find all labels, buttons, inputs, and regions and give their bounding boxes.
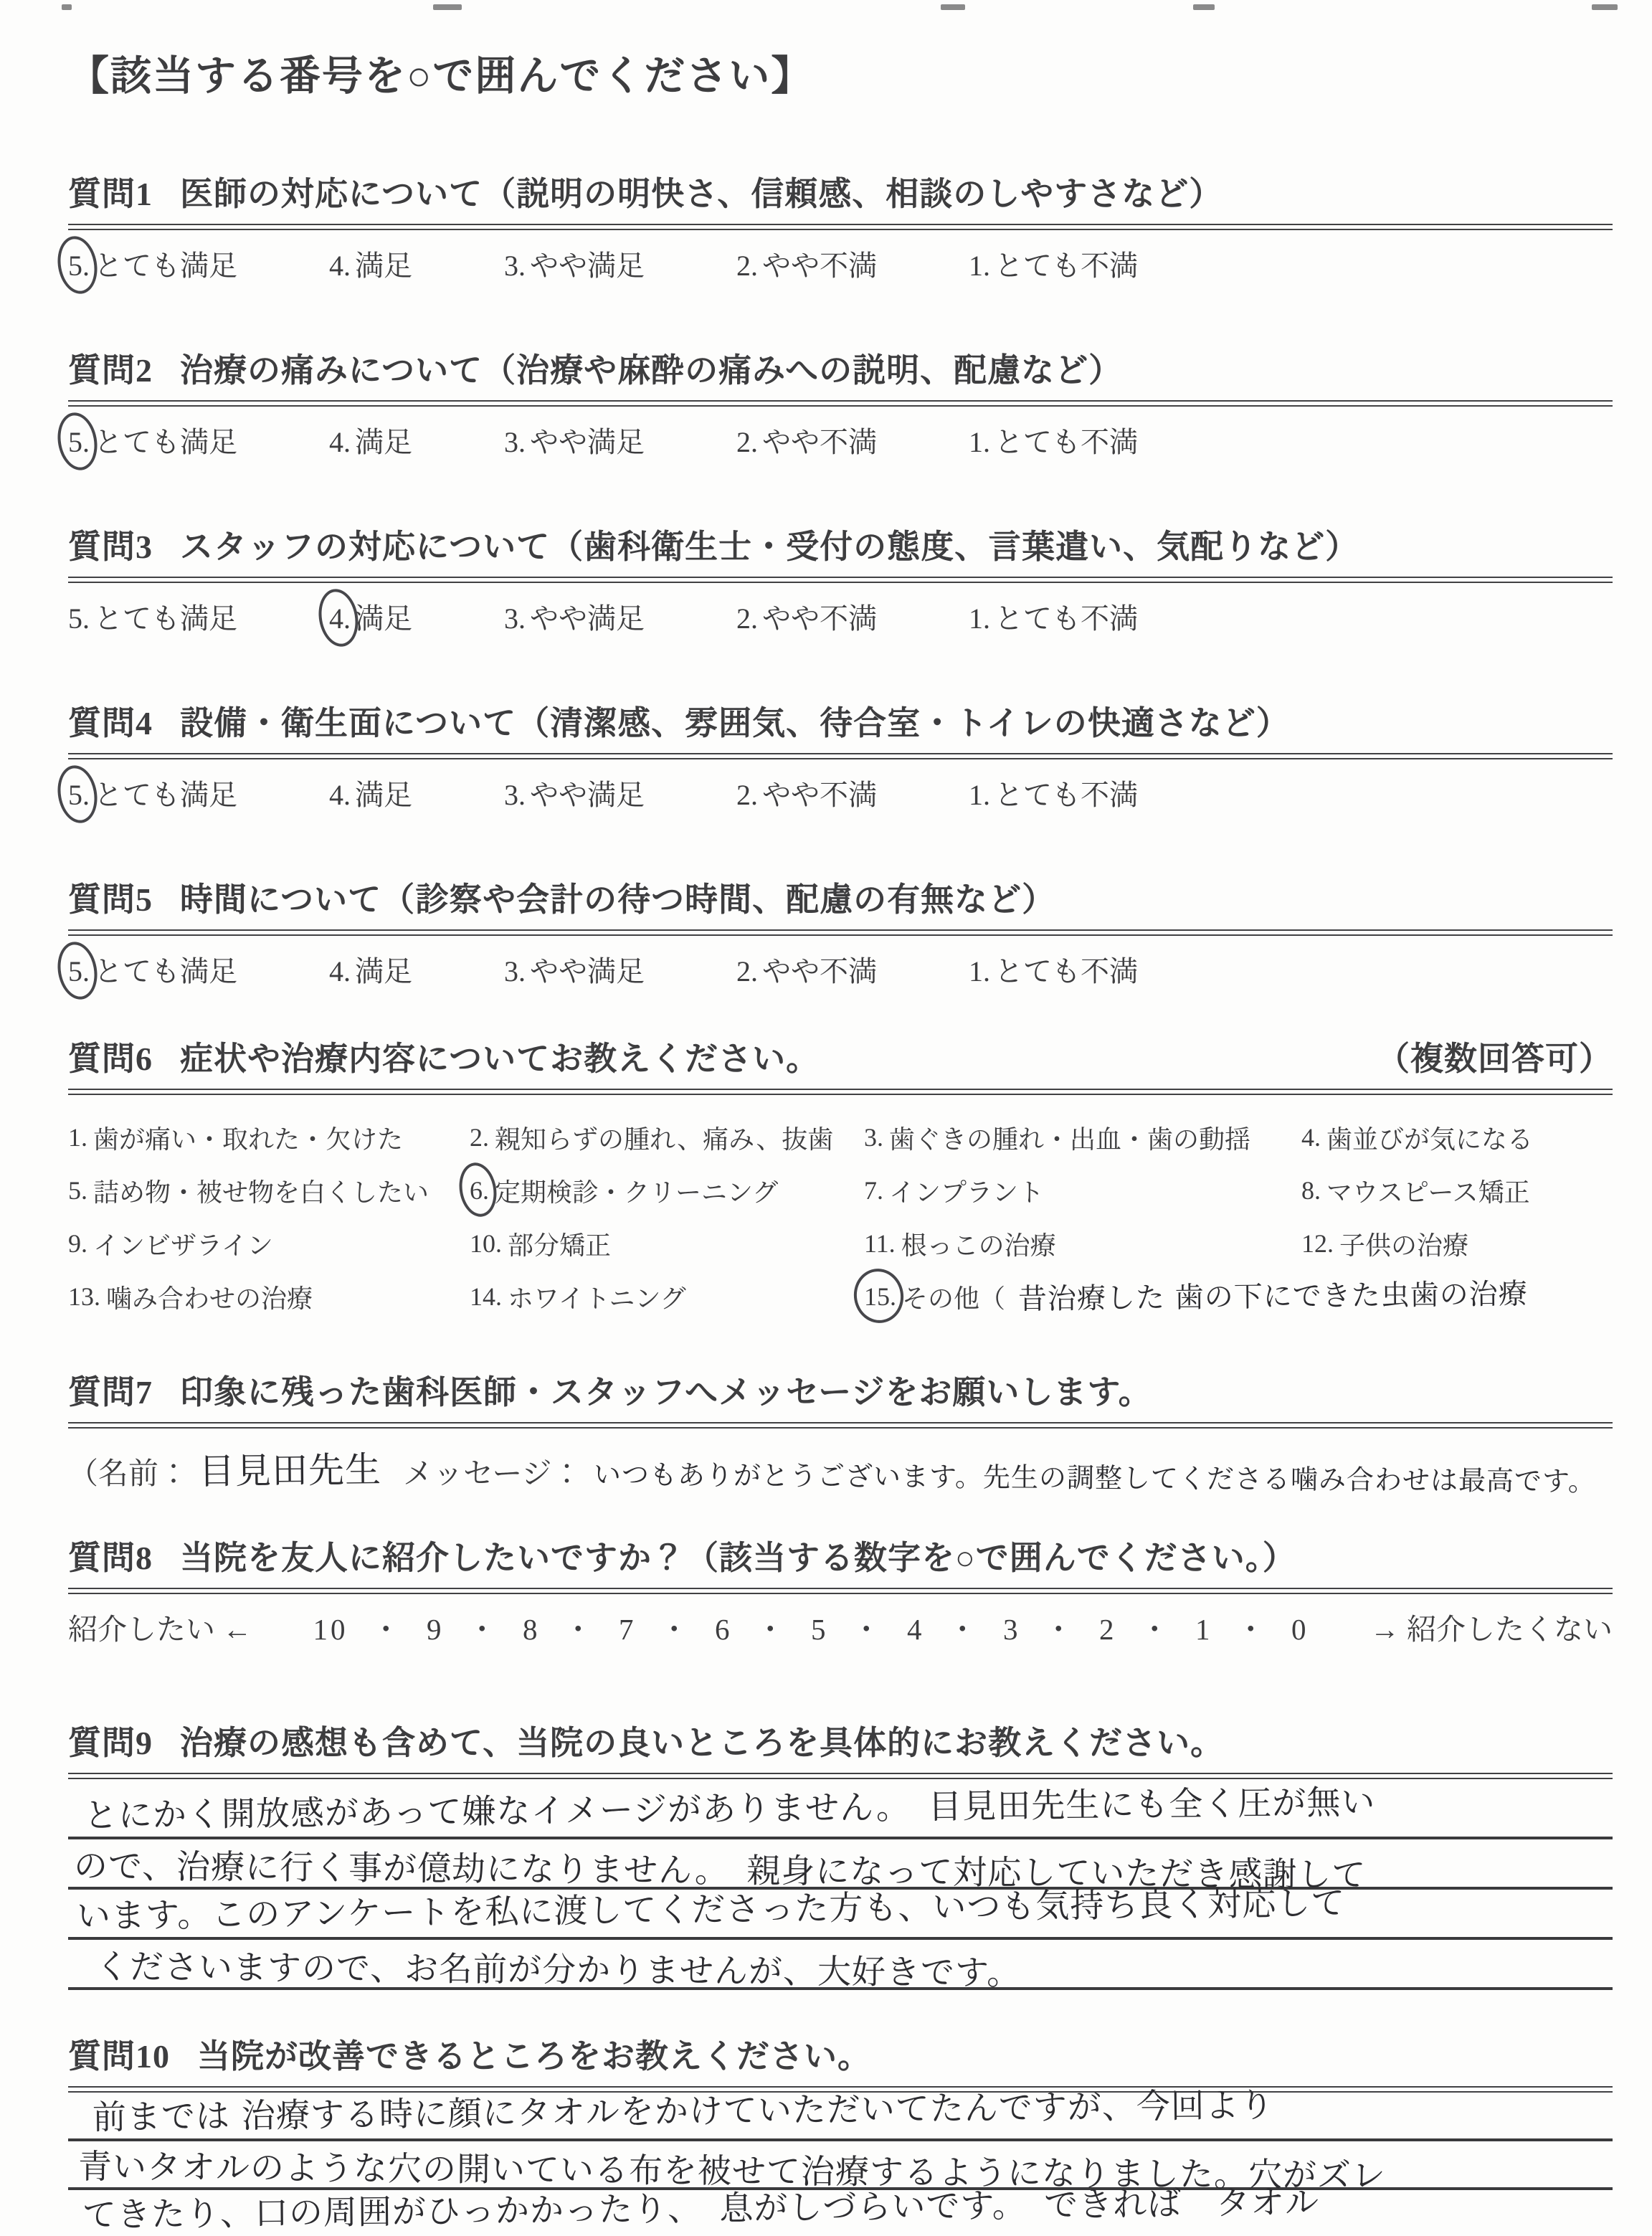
- question-7: [68, 1366, 1613, 1497]
- rating-option: [969, 949, 1138, 990]
- option-number: 3.: [504, 426, 526, 458]
- answer-line: [68, 1940, 1613, 1993]
- question-9: [68, 1717, 1613, 1993]
- option-label: とても不満: [994, 779, 1138, 811]
- option-label: やや不満: [762, 426, 877, 458]
- option-label: 噛み合わせの治療: [106, 1284, 313, 1313]
- option-label: 部分矯正: [508, 1231, 612, 1260]
- question-number: 質問3: [68, 529, 153, 565]
- option-number: 4.: [329, 955, 351, 987]
- option-label: 根っこの治療: [901, 1231, 1056, 1260]
- option-number: 3.: [504, 955, 526, 987]
- question-7-heading: [68, 1366, 1613, 1413]
- question-6-heading: [68, 1033, 1613, 1080]
- option-number: 1.: [969, 250, 990, 282]
- option-label: とても不満: [994, 426, 1138, 458]
- message-label: メッセージ：: [403, 1458, 582, 1491]
- option-number: 2.: [736, 250, 758, 282]
- symptom-option: [864, 1217, 1301, 1270]
- question-number: 質問1: [68, 176, 153, 212]
- scale-right-label: → 紹介したくない: [1369, 1613, 1613, 1646]
- rating-options-q2: [68, 420, 1613, 460]
- divider: [68, 400, 1613, 407]
- symptom-option: [1301, 1111, 1613, 1164]
- symptom-option: [68, 1164, 470, 1217]
- symptom-option: [1301, 1164, 1613, 1217]
- question-10: [68, 2030, 1613, 2236]
- rating-option: [969, 772, 1138, 813]
- answer-handwriting: てきたり、口の周囲がひっかかったり、 息がしづらいです。 できれば タオル: [82, 2182, 1320, 2235]
- question-5: [68, 873, 1613, 990]
- option-label: 親知らずの腫れ、痛み、抜歯: [495, 1124, 834, 1154]
- option-number: 2.: [736, 602, 758, 635]
- option-number: 4.: [329, 602, 351, 635]
- answer-line: [68, 1839, 1613, 1895]
- question-1-heading: [68, 168, 1613, 215]
- question-2: [68, 344, 1613, 460]
- option-number: 10.: [470, 1229, 502, 1258]
- rating-option: [329, 596, 412, 637]
- option-number: 5.: [68, 602, 90, 635]
- question-title: 医師の対応について（説明の明快さ、信頼感、相談のしやすさなど）: [180, 176, 1223, 212]
- rating-option: [329, 772, 412, 813]
- option-label: インビザライン: [93, 1231, 273, 1260]
- option-label: とても不満: [994, 250, 1138, 282]
- page-title: 【該当する番号を○で囲んでください】: [68, 54, 814, 99]
- q9-answer-lines: [68, 1779, 1613, 1993]
- option-label: 満足: [355, 250, 412, 282]
- question-number: 質問9: [68, 1725, 153, 1761]
- option-label: とても満足: [94, 779, 237, 811]
- option-number: 5.: [68, 779, 90, 811]
- name-label: （名前：: [68, 1458, 189, 1491]
- option-number: 12.: [1301, 1229, 1334, 1258]
- option-number: 8.: [1301, 1176, 1321, 1205]
- rating-option: [736, 596, 877, 637]
- option-label: ホワイトニング: [508, 1284, 686, 1313]
- option-number: 4.: [329, 250, 351, 282]
- option-number: 3.: [504, 250, 526, 282]
- rating-option: [504, 772, 645, 813]
- option-number: 3.: [504, 779, 526, 811]
- option-label: とても満足: [94, 250, 237, 282]
- symptom-option: [1301, 1217, 1613, 1270]
- option-label: やや満足: [530, 250, 645, 282]
- symptom-option-other: [864, 1270, 1613, 1323]
- symptom-option: [470, 1270, 864, 1323]
- recommend-scale: [68, 1606, 1613, 1648]
- option-number: 2.: [736, 426, 758, 458]
- question-2-heading: [68, 344, 1613, 392]
- scan-artifact: [433, 4, 462, 10]
- option-number: 2.: [736, 779, 758, 811]
- option-number: 3.: [504, 602, 526, 635]
- option-number: 11.: [864, 1229, 896, 1258]
- rating-options-q4: [68, 772, 1613, 813]
- option-label: やや不満: [762, 779, 877, 811]
- question-title: 当院が改善できるところをお教えください。: [197, 2038, 871, 2075]
- question-10-heading: [68, 2030, 1613, 2078]
- question-3-heading: [68, 521, 1613, 568]
- question-title: 印象に残った歯科医師・スタッフへメッセージをお願いします。: [180, 1374, 1152, 1411]
- option-label: やや不満: [762, 602, 877, 635]
- question-6: [68, 1033, 1613, 1323]
- answer-line: [68, 1779, 1613, 1839]
- question-number: 質問10: [68, 2038, 170, 2075]
- question-title: スタッフの対応について（歯科衛生士・受付の態度、言葉遣い、気配りなど）: [180, 529, 1359, 565]
- question-title: 設備・衛生面について（清潔感、雰囲気、待合室・トイレの快適さなど）: [180, 705, 1290, 742]
- question-number: 質問4: [68, 705, 153, 742]
- option-label: やや不満: [762, 250, 877, 282]
- option-number: 6.: [470, 1176, 489, 1205]
- option-number: 9.: [68, 1229, 87, 1258]
- question-5-heading: [68, 873, 1613, 921]
- symptom-option: [864, 1111, 1301, 1164]
- option-number: 1.: [969, 955, 990, 987]
- answer-handwriting: とにかく開放感があって嫌なイメージがありません。 目見田先生にも全く圧が無い: [83, 1782, 1376, 1836]
- scale-left-label: 紹介したい ←: [68, 1613, 252, 1646]
- option-number: 5.: [68, 1176, 87, 1205]
- option-label: 満足: [355, 602, 412, 635]
- q10-answer-lines: [68, 2085, 1613, 2236]
- scan-artifact: [1193, 4, 1215, 10]
- option-number: 1.: [68, 1123, 87, 1152]
- divider: [68, 753, 1613, 759]
- answer-handwriting: くださいますので、お名前が分かりませんが、大好きです。: [95, 1946, 1022, 1993]
- divider: [68, 1588, 1613, 1594]
- rating-option: [329, 420, 412, 460]
- option-label: とても不満: [994, 955, 1138, 987]
- option-number: 13.: [68, 1282, 100, 1311]
- rating-options-q5: [68, 949, 1613, 990]
- question-title: 症状や治療内容についてお教えください。: [180, 1041, 820, 1077]
- option-label: 詰め物・被せ物を白くしたい: [93, 1178, 429, 1207]
- rating-option: [68, 420, 237, 460]
- rating-option: [736, 949, 877, 990]
- option-number: 1.: [969, 426, 990, 458]
- question-number: 質問5: [68, 881, 153, 918]
- option-number: 1.: [969, 779, 990, 811]
- divider: [68, 1773, 1613, 1779]
- question-4-heading: [68, 697, 1613, 744]
- rating-options-q3: [68, 596, 1613, 637]
- rating-option: [68, 949, 237, 990]
- option-number: 3.: [864, 1123, 883, 1152]
- answer-handwriting: います。このアンケートを私に渡してくださった方も、いつも気持ち良く対応して: [76, 1882, 1346, 1936]
- option-label: やや不満: [762, 955, 877, 987]
- rating-option: [329, 949, 412, 990]
- option-label: 子供の治療: [1339, 1231, 1469, 1260]
- rating-options-q1: [68, 243, 1613, 284]
- scale-numbers: 10 ・ 9 ・ 8 ・ 7 ・ 6 ・ 5 ・ 4 ・ 3 ・ 2 ・ 1 ・ 0: [313, 1613, 1309, 1646]
- answer-line: [68, 2085, 1613, 2141]
- option-label: やや満足: [530, 426, 645, 458]
- option-label: とても満足: [94, 955, 237, 987]
- rating-option: [504, 949, 645, 990]
- symptom-option: [470, 1217, 864, 1270]
- option-number: 5.: [68, 426, 90, 458]
- divider: [68, 1422, 1613, 1429]
- rating-option: [68, 243, 237, 284]
- answer-line-clipped: [68, 2182, 1613, 2236]
- question-title: 治療の痛みについて（治療や麻酔の痛みへの説明、配慮など）: [180, 352, 1123, 389]
- question-number: 質問2: [68, 352, 153, 389]
- scan-artifact: [941, 4, 965, 10]
- option-number: 14.: [470, 1282, 502, 1311]
- answer-handwriting: ので、治療に行く事が億劫になりません。 親身になって対応していただき感謝して: [73, 1846, 1367, 1895]
- option-label: 満足: [355, 426, 412, 458]
- option-number: 5.: [68, 955, 90, 987]
- question-number: 質問7: [68, 1374, 153, 1411]
- answer-line: [68, 2141, 1613, 2196]
- message-answer-row: [68, 1443, 1613, 1497]
- question-8: [68, 1532, 1613, 1648]
- option-label: やや満足: [530, 602, 645, 635]
- other-answer-handwriting: 昔治療した 歯の下にできた虫歯の治療: [1017, 1277, 1528, 1316]
- name-handwriting: 目見田先生: [198, 1449, 382, 1492]
- option-label: 歯並びが気になる: [1326, 1124, 1534, 1154]
- option-label: 満足: [355, 779, 412, 811]
- symptom-option: [68, 1217, 470, 1270]
- option-label: 満足: [355, 955, 412, 987]
- scan-artifact: [1592, 4, 1618, 10]
- divider: [68, 929, 1613, 936]
- question-9-heading: [68, 1717, 1613, 1764]
- symptom-option: [470, 1164, 864, 1217]
- option-label: 歯ぐきの腫れ・出血・歯の動揺: [889, 1124, 1251, 1154]
- option-label: とても満足: [94, 602, 237, 635]
- option-label: やや満足: [530, 779, 645, 811]
- question-number: 質問8: [68, 1540, 153, 1576]
- question-1: [68, 168, 1613, 284]
- message-handwriting: いつもありがとうございます。先生の調整してくださる噛み合わせは最高です。: [593, 1459, 1596, 1497]
- option-number: 2.: [736, 955, 758, 987]
- question-title: 当院を友人に紹介したいですか？（該当する数字を○で囲んでください。）: [180, 1540, 1296, 1576]
- rating-option: [969, 596, 1138, 637]
- rating-option: [329, 243, 412, 284]
- symptom-option: [470, 1111, 864, 1164]
- option-label: マウスピース矯正: [1326, 1178, 1530, 1207]
- answer-handwriting: 前までは 治療する時に顔にタオルをかけていただいてたんですが、今回より: [92, 2085, 1275, 2138]
- rating-option: [736, 772, 877, 813]
- rating-option: [969, 243, 1138, 284]
- option-label: 定期検診・クリーニング: [495, 1178, 779, 1207]
- option-label: 歯が痛い・取れた・欠けた: [93, 1124, 404, 1154]
- divider: [68, 577, 1613, 583]
- scan-artifact: [62, 4, 72, 10]
- rating-option: [504, 420, 645, 460]
- question-title: 治療の感想も含めて、当院の良いところを具体的にお教えください。: [180, 1725, 1225, 1761]
- symptom-options: [68, 1111, 1613, 1323]
- option-number: 1.: [969, 602, 990, 635]
- option-label: とても満足: [94, 426, 237, 458]
- option-number: 7.: [864, 1176, 883, 1205]
- rating-option: [736, 420, 877, 460]
- multi-answer-note: （複数回答可）: [1377, 1041, 1613, 1077]
- question-title: 時間について（診察や会計の待つ時間、配慮の有無など）: [180, 881, 1056, 918]
- rating-option: [68, 596, 237, 637]
- answer-line: [68, 1882, 1613, 1940]
- option-number: 2.: [470, 1123, 489, 1152]
- option-number: 5.: [68, 250, 90, 282]
- option-number: 15.: [864, 1282, 896, 1311]
- rating-option: [68, 772, 237, 813]
- question-number: 質問6: [68, 1041, 153, 1077]
- rating-option: [504, 243, 645, 284]
- answer-handwriting: 青いタオルのような穴の開いている布を被せて治療するようになりました。穴がズレ: [77, 2146, 1387, 2196]
- option-label: やや満足: [530, 955, 645, 987]
- rating-option: [969, 420, 1138, 460]
- option-label: インプラント: [889, 1178, 1045, 1207]
- option-number: 4.: [329, 779, 351, 811]
- option-label: とても不満: [994, 602, 1138, 635]
- divider: [68, 1089, 1613, 1095]
- option-number: 4.: [1301, 1123, 1321, 1152]
- symptom-option: [864, 1164, 1301, 1217]
- symptom-option: [68, 1111, 470, 1164]
- question-4: [68, 697, 1613, 813]
- option-label: その他（: [902, 1284, 1006, 1313]
- symptom-option: [68, 1270, 470, 1323]
- rating-option: [736, 243, 877, 284]
- divider: [68, 224, 1613, 230]
- option-number: 4.: [329, 426, 351, 458]
- question-8-heading: [68, 1532, 1613, 1579]
- rating-option: [504, 596, 645, 637]
- question-3: [68, 521, 1613, 637]
